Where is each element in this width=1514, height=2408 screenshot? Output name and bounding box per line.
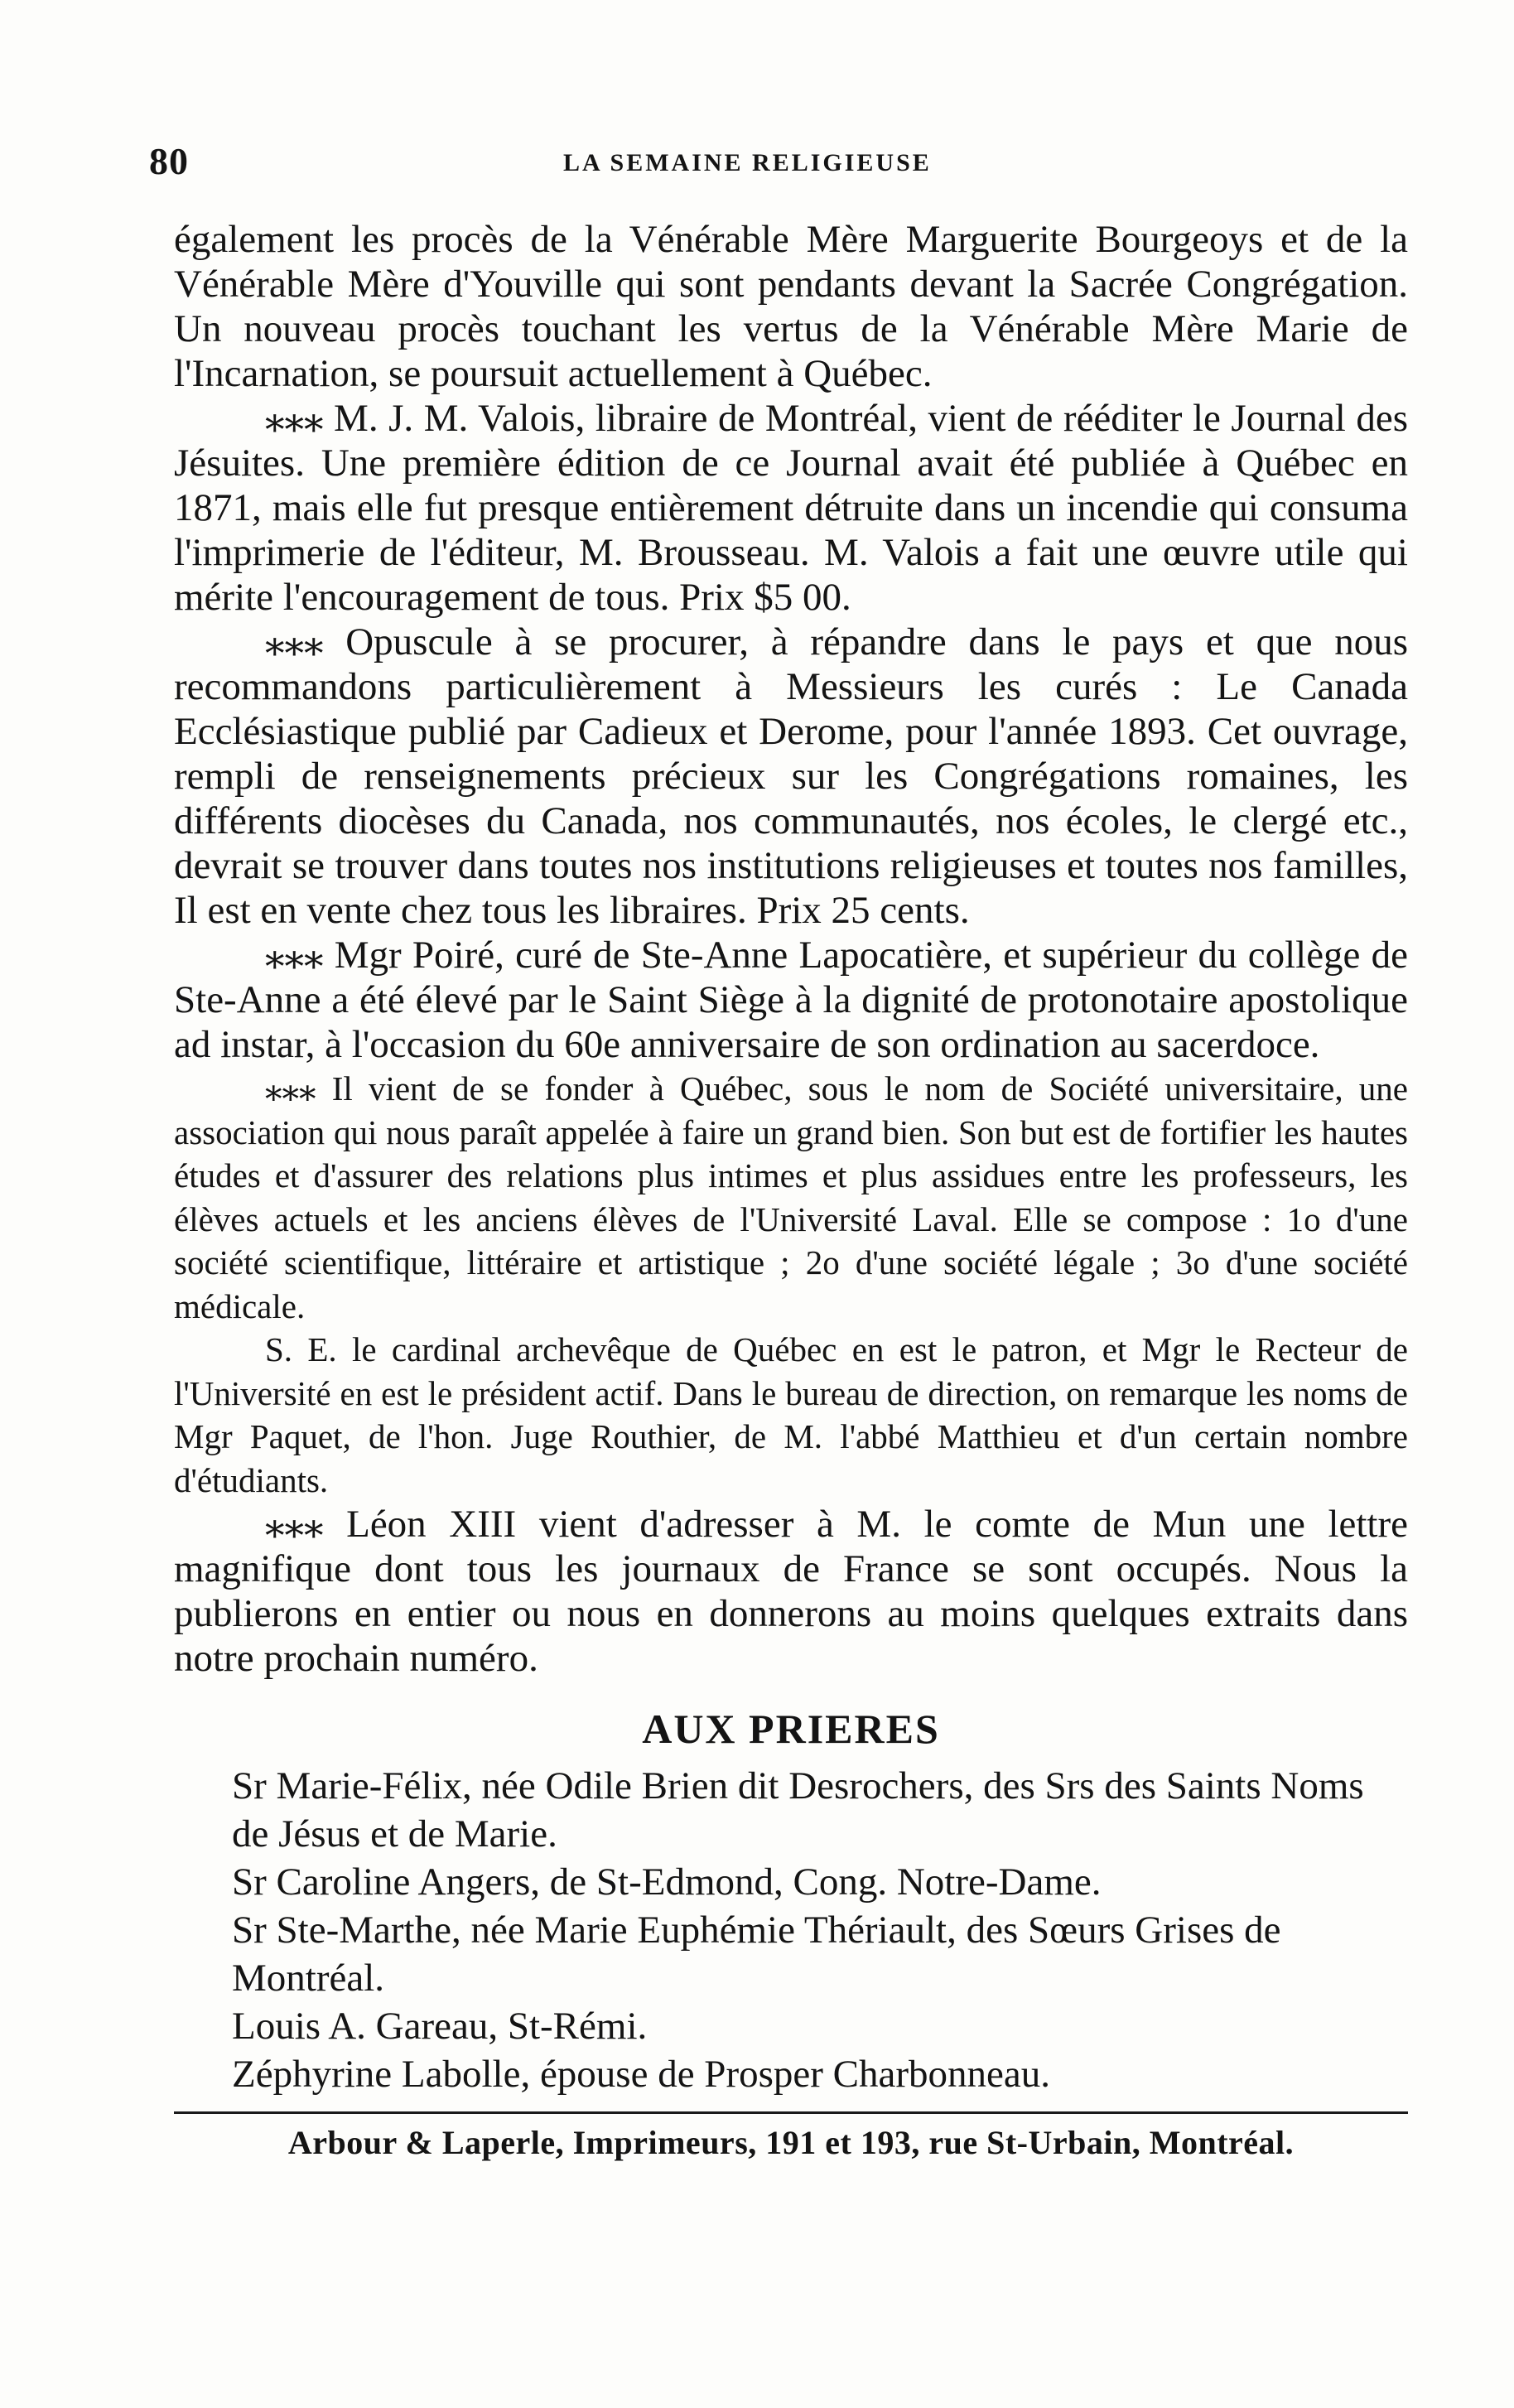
prayers-heading: AUX PRIERES xyxy=(642,1706,940,1752)
prayers-list xyxy=(174,1762,1408,2098)
article-body xyxy=(174,217,1408,2164)
page-number: 80 xyxy=(149,140,189,182)
prayer-entry: Sr Ste-Marthe, née Marie Euphémie Thériault, des Sœurs Grises de Montréal. xyxy=(232,1909,1281,2000)
paragraph-bureau-direction: S. E. le cardinal archevêque de Québec en est le patron, et Mgr le Recteur de l'Université en est le président actif. Dans le bureau de direction, on remarque les noms de Mgr Paquet, de l'hon. Juge Routhier, de M. l'abbé Matthieu et d'un certain nombre d'étudiants. xyxy=(174,1330,1408,1499)
paragraph-societe-universitaire: ⁎⁎⁎ Il vient de se fonder à Québec, sous le nom de Société universitaire, une association qui nous paraît appelée à faire un grand bien. Son but est de fortifier les hautes études et d'assurer des relations plus intimes et plus assidues entre les professeurs, les élèves actuels et les anciens élèves de l'Université Laval. Elle se compose : 1o d'une société scientifique, littéraire et artistique ; 2o d'une société légale ; 3o d'une société médicale. xyxy=(174,1069,1408,1325)
prayer-entry: Zéphyrine Labolle, épouse de Prosper Charbonneau. xyxy=(232,2053,1050,2096)
paragraph-mgr-poire: ⁎⁎⁎ Mgr Poiré, curé de Ste-Anne Lapocatière, et supérieur du collège de Ste-Anne a été élevé par le Saint Siège à la dignité de protonotaire apostolique ad instar, à l'occasion du 60e anniversaire de son ordination au sacerdoce. xyxy=(174,934,1408,1066)
paragraph-leon-xiii: ⁎⁎⁎ Léon XIII vient d'adresser à M. le comte de Mun une lettre magnifique dont tous les journaux de France se sont occupés. Nous la publierons en entier ou nous en donnerons au moins quelques extraits dans notre prochain numéro. xyxy=(174,1503,1408,1680)
prayer-entry: Sr Caroline Angers, de St-Edmond, Cong. Notre-Dame. xyxy=(232,1860,1102,1904)
printer-imprint: Arbour & Laperle, Imprimeurs, 191 et 193, rue St-Urbain, Montréal. xyxy=(287,2124,1295,2161)
footer-rule xyxy=(174,2111,1408,2114)
paragraph-proces: également les procès de la Vénérable Mère Marguerite Bourgeoys et de la Vénérable Mère d'Youville qui sont pendants devant la Sacrée Congrégation. Un nouveau procès touchant les vertus de la Vénérable Mère Marie de l'Incarnation, se poursuit actuellement à Québec. xyxy=(174,218,1408,395)
paragraph-canada-ecclesiastique: ⁎⁎⁎ Opuscule à se procurer, à répandre dans le pays et que nous recommandons particulièrement à Messieurs les curés : Le Canada Ecclésiastique publié par Cadieux et Derome, pour l'année 1893. Cet ouvrage, rempli de renseignements précieux sur les Congrégations romaines, les différents diocèses du Canada, nos communautés, nos écoles, le clergé etc., devrait se trouver dans toutes nos institutions religieuses et toutes nos familles, Il est en vente chez tous les libraires. Prix 25 cents. xyxy=(174,620,1408,932)
journal-title: LA SEMAINE RELIGIEUSE xyxy=(563,149,932,176)
prayer-entry: Louis A. Gareau, St-Rémi. xyxy=(232,2005,648,2048)
prayer-entry: Sr Marie-Félix, née Odile Brien dit Desrochers, des Srs des Saints Noms de Jésus et de Marie. xyxy=(232,1764,1364,1855)
running-head xyxy=(149,139,1333,189)
paragraph-journal-jesuites: ⁎⁎⁎ M. J. M. Valois, libraire de Montréal, vient de rééditer le Journal des Jésuites. Une première édition de ce Journal avait été publiée à Québec en 1871, mais elle fut presque entièrement détruite dans un incendie qui consuma l'imprimerie de l'éditeur, M. Brousseau. M. Valois a fait une œuvre utile qui mérite l'encouragement de tous. Prix $5 00. xyxy=(174,397,1408,619)
